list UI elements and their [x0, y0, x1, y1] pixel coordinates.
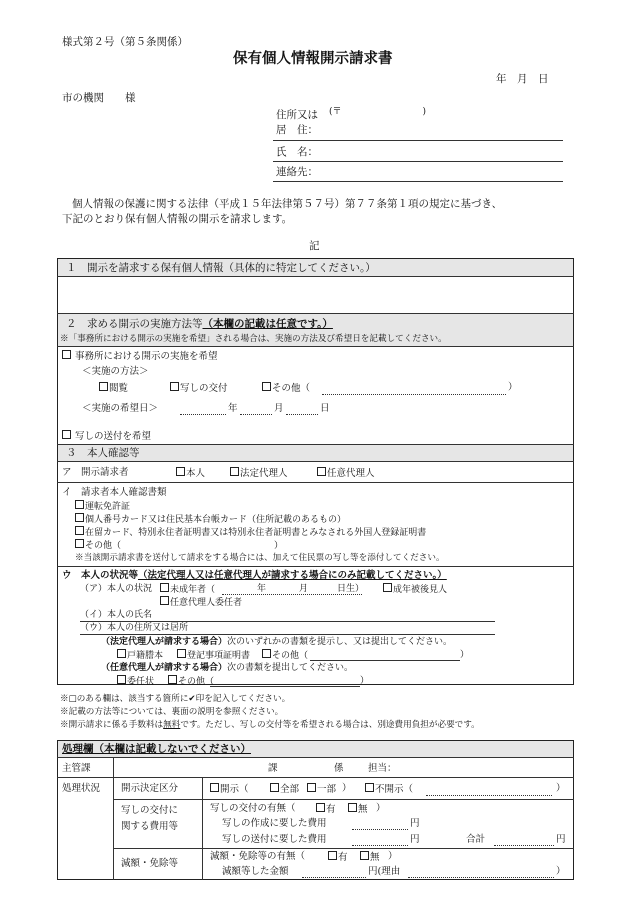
- exempt-amount[interactable]: [302, 877, 366, 878]
- intro-line-2: 下記のとおり保有個人情報の開示を請求します。: [62, 213, 293, 225]
- sec2-title: ２ 求める開示の実施方法等（本欄の記載は任意です。）: [66, 318, 333, 330]
- total-amount[interactable]: [494, 845, 554, 846]
- residence-line[interactable]: [273, 140, 563, 141]
- legal-other-line[interactable]: [310, 660, 460, 661]
- status-adult-ward[interactable]: 成年被後見人: [383, 583, 447, 596]
- copy-yesno: 写しの交付の有無（: [210, 803, 296, 814]
- ka-label: 課: [268, 763, 278, 774]
- year-line[interactable]: [180, 414, 226, 415]
- date-label: ＜実施の希望日＞: [82, 403, 159, 414]
- checkbox-icon: [99, 382, 108, 391]
- paren: ）: [556, 783, 566, 794]
- decision-disclose[interactable]: 開示（: [210, 783, 249, 796]
- paren: ）: [376, 803, 386, 814]
- copy-make-label: 写しの作成に要した費用: [222, 818, 327, 829]
- total-label: 合計: [466, 834, 486, 845]
- name-line[interactable]: [273, 161, 563, 162]
- yen-label: 円: [410, 834, 420, 845]
- vol-doc-other[interactable]: その他（: [168, 675, 214, 688]
- yen-label: 円: [556, 834, 566, 845]
- footnote-1: ※□のある欄は、該当する箇所に✔印を記入してください。: [60, 694, 291, 704]
- id-doc-mynumber[interactable]: 個人番号カード又は住民基本台帳カード（住所記載のあるもの）: [75, 513, 346, 526]
- day-label: 日: [320, 403, 330, 414]
- checkbox-icon: [316, 803, 325, 812]
- reason-line[interactable]: [408, 877, 554, 878]
- paren: ）: [360, 676, 370, 686]
- minor-year: 年: [257, 584, 267, 594]
- exempt-amount-label: 減額等した金額: [222, 866, 289, 877]
- intro-line-1: 個人情報の保護に関する法律（平成１５年法律第５７号）第７７条第１項の規定に基づき、: [72, 198, 503, 210]
- year-label: 年: [228, 403, 238, 414]
- checkbox-icon: [176, 467, 185, 476]
- exempt-no[interactable]: 無: [360, 851, 380, 864]
- paren: ）: [342, 783, 352, 794]
- reason-label: 円(理由: [368, 866, 401, 877]
- principal-address-label: （ウ）本人の住所又は居所: [80, 623, 189, 633]
- sec3-title: ３ 本人確認等: [66, 447, 140, 459]
- status-minor[interactable]: 未成年者（: [160, 583, 215, 596]
- copy-fee-label-2: 関する費用等: [121, 821, 179, 832]
- non-disclose-reason-line[interactable]: [426, 795, 552, 796]
- checkbox-icon: [117, 649, 126, 658]
- ki-label: 記: [309, 240, 320, 252]
- exempt-yes[interactable]: 有: [328, 851, 348, 864]
- legal-doc-koseki[interactable]: 戸籍謄本: [117, 649, 163, 662]
- checkbox-icon: [75, 526, 84, 535]
- tanto-label: 担当：: [368, 763, 397, 774]
- opt-office[interactable]: 事務所における開示の実施を希望: [62, 350, 218, 363]
- day-line[interactable]: [286, 414, 318, 415]
- minor-month: 月: [299, 584, 309, 594]
- checkbox-icon: [62, 350, 71, 359]
- date-field[interactable]: 年 月 日: [496, 73, 549, 85]
- checkbox-icon: [75, 539, 84, 548]
- office-title: 処理欄（本欄は記載しないでください）: [62, 743, 251, 755]
- copy-send-label: 写しの送付に要した費用: [222, 834, 327, 845]
- name-label: 氏 名：: [276, 146, 318, 158]
- copy-send-amount[interactable]: [352, 845, 408, 846]
- vol-doc-proxy[interactable]: 委任状: [117, 675, 154, 688]
- id-doc-residence-card[interactable]: 在留カード、特別永住者証明書又は特別永住者証明書とみなされる外国人登録証明書: [75, 526, 426, 539]
- checkbox-icon: [210, 783, 219, 792]
- paren: ）: [388, 851, 398, 862]
- id-docs-note: ※当該開示請求書を送付して請求をする場合には、加えて住民票の写し等を添付してください。: [75, 553, 445, 563]
- decision-non[interactable]: 不開示（: [365, 783, 413, 796]
- addressee: 市の機関 様: [62, 92, 136, 104]
- copy-make-amount[interactable]: [352, 829, 408, 830]
- opt-mail[interactable]: 写しの送付を希望: [62, 430, 151, 443]
- status-a-label: （ア）本人の状況: [80, 584, 153, 594]
- method-view[interactable]: 閲覧: [99, 382, 128, 395]
- checkbox-icon: [262, 649, 271, 658]
- checkbox-icon: [168, 675, 177, 684]
- decision-part[interactable]: 一部: [307, 783, 336, 796]
- method-label: ＜実施の方法＞: [82, 366, 149, 377]
- requester-label: ア 開示請求者: [62, 467, 129, 478]
- vol-docs-instruction: （任意代理人が請求する場合）次の書類を提出してください。: [101, 663, 354, 673]
- id-doc-other[interactable]: その他（ ）: [75, 539, 283, 552]
- form-title: 保有個人情報開示請求書: [233, 50, 393, 67]
- checkbox-icon: [317, 467, 326, 476]
- exempt-label: 減額・免除等: [121, 858, 179, 869]
- postal-code-field[interactable]: (〒 ): [329, 107, 427, 117]
- checkbox-icon: [262, 382, 271, 391]
- contact-line[interactable]: [273, 181, 563, 182]
- vol-other-line[interactable]: [210, 686, 360, 687]
- id-docs-label: イ 請求者本人確認書類: [62, 487, 167, 498]
- checkbox-icon: [75, 500, 84, 509]
- sec1-input-area[interactable]: [58, 277, 573, 313]
- residence-label: 居 住：: [276, 124, 318, 136]
- yen-label: 円: [410, 818, 420, 829]
- paren: ）: [556, 866, 566, 877]
- paren: ）: [508, 382, 518, 393]
- sec2-note: ※「事務所における開示の実施を希望」される場合は、実施の方法及び希望日を記載してください。: [60, 334, 447, 344]
- exempt-yesno: 減額・免除等の有無（: [210, 851, 306, 862]
- checkbox-icon: [160, 596, 169, 605]
- checkbox-icon: [383, 583, 392, 592]
- dept-label: 主管課: [62, 763, 91, 774]
- requester-voluntary[interactable]: 任意代理人: [317, 467, 375, 480]
- copy-fee-label-1: 写しの交付に: [121, 805, 179, 816]
- checkbox-icon: [328, 851, 337, 860]
- kakari-label: 係: [334, 763, 344, 774]
- processing-status-label: 処理状況: [62, 783, 101, 794]
- minor-dob-line[interactable]: [222, 594, 362, 595]
- principal-address-line[interactable]: [80, 634, 495, 635]
- checkbox-icon: [348, 803, 357, 812]
- checkbox-icon: [170, 382, 179, 391]
- minor-day: 日生）: [337, 584, 365, 594]
- month-label: 月: [274, 403, 284, 414]
- form-number: 様式第２号（第５条関係）: [62, 36, 188, 48]
- month-line[interactable]: [240, 414, 272, 415]
- status-label: ウ 本人の状況等（法定代理人又は任意代理人が請求する場合にのみ記載してください。）: [62, 570, 447, 581]
- checkbox-icon: [307, 783, 316, 792]
- legal-doc-other[interactable]: その他（: [262, 649, 308, 662]
- decision-label: 開示決定区分: [121, 783, 179, 794]
- requester-self[interactable]: 本人: [176, 467, 205, 480]
- paren: ）: [460, 650, 470, 660]
- sec1-title: １ 開示を請求する保有個人情報（具体的に特定してください。）: [66, 262, 376, 274]
- principal-name-label: （イ）本人の氏名: [80, 610, 153, 620]
- checkbox-icon: [160, 583, 169, 592]
- legal-doc-registry[interactable]: 登記事項証明書: [177, 649, 250, 662]
- copy-yes[interactable]: 有: [316, 803, 336, 816]
- footnote-3: ※開示請求に係る手数料は無料です。ただし、写しの交付等を希望される場合は、別途費用負担が必要です。: [60, 720, 480, 730]
- checkbox-icon: [230, 467, 239, 476]
- checkbox-icon: [270, 783, 279, 792]
- footnote-2: ※記載の方法等については、裏面の説明を参照ください。: [60, 707, 284, 717]
- method-copy[interactable]: 写しの交付: [170, 382, 228, 395]
- legal-docs-instruction: （法定代理人が請求する場合）次のいずれかの書類を提示し、又は提出してください。: [101, 637, 453, 647]
- checkbox-icon: [117, 675, 126, 684]
- status-voluntary[interactable]: 任意代理人委任者: [160, 596, 242, 609]
- method-other[interactable]: その他（: [262, 382, 310, 395]
- checkbox-icon: [365, 783, 374, 792]
- checkbox-icon: [75, 513, 84, 522]
- contact-label: 連絡先：: [276, 166, 318, 178]
- checkbox-icon: [177, 649, 186, 658]
- decision-all[interactable]: 全部: [270, 783, 299, 796]
- id-doc-license[interactable]: 運転免許証: [75, 500, 130, 513]
- method-other-line[interactable]: [322, 394, 506, 395]
- checkbox-icon: [360, 851, 369, 860]
- address-label: 住所又は: [276, 109, 318, 121]
- requester-legal[interactable]: 法定代理人: [230, 467, 288, 480]
- checkbox-icon: [62, 430, 71, 439]
- copy-no[interactable]: 無: [348, 803, 368, 816]
